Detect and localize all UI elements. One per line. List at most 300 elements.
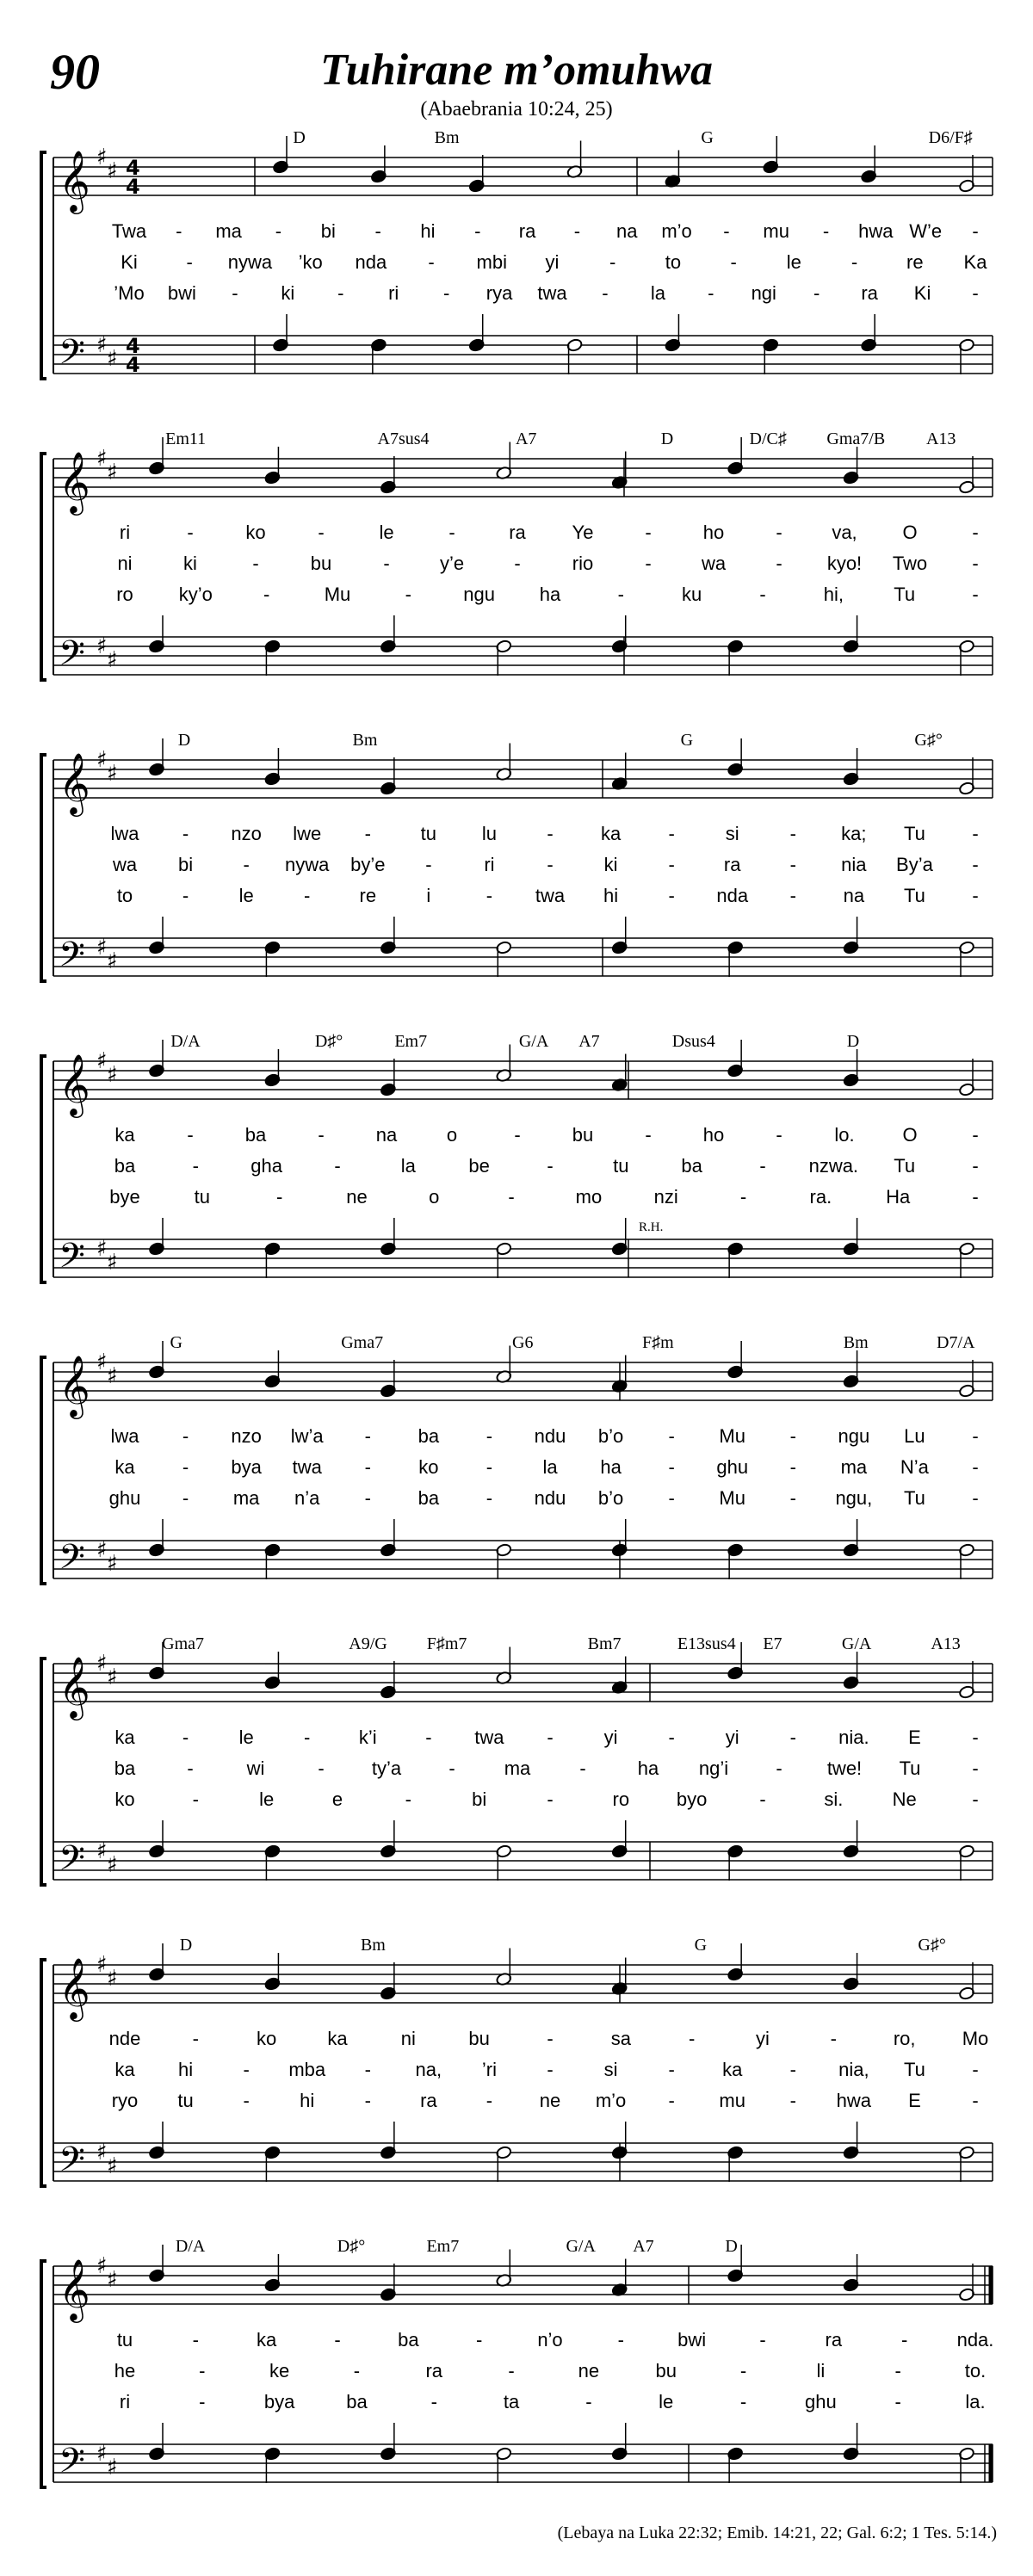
chord-symbol: A13 (925, 429, 956, 448)
sharp-key-signature: ♯ (107, 1363, 118, 1389)
lyric-syllable: le (259, 1788, 275, 1810)
lyric-syllable: Ye (572, 522, 594, 543)
lyric-syllable: Mu (324, 584, 351, 605)
lyric-syllable: by’e (350, 854, 386, 875)
lyric-syllable: na, (415, 2059, 442, 2080)
lyric-syllable: - (430, 2391, 437, 2412)
lyric-syllable: hwa (836, 2090, 872, 2111)
lyric-syllable: ro, (893, 2028, 916, 2049)
lyric-syllable: - (304, 1727, 311, 1748)
sharp-key-signature: ♯ (96, 332, 108, 358)
system-bracket (41, 1960, 46, 2186)
lyric-syllable: - (972, 1155, 979, 1177)
lyric-syllable: - (901, 2329, 908, 2351)
chord-symbol: D (177, 731, 191, 750)
lyric-syllable: - (186, 251, 193, 273)
lyric-syllable: ha (539, 584, 561, 605)
chord-symbol: D (179, 1936, 193, 1955)
lyric-syllable: bi (178, 854, 194, 875)
lyric-syllable: Mu (719, 1487, 745, 1509)
system (41, 731, 993, 983)
lyric-syllable: ba (398, 2329, 419, 2351)
lyric-syllable: - (972, 823, 979, 844)
lyric-syllable: yi (545, 251, 560, 273)
lyric-syllable: lu (481, 823, 497, 844)
lyric-syllable: - (972, 1425, 979, 1447)
lyric-syllable: Tu (899, 1757, 921, 1779)
sharp-key-signature: ♯ (96, 1651, 108, 1677)
lyric-syllable: la. (965, 2391, 986, 2412)
lyric-syllable: bya (263, 2391, 295, 2412)
lyric-syllable: ba (114, 1155, 136, 1177)
lyric-syllable: - (972, 1487, 979, 1509)
lyric-syllable: Tu (903, 1487, 925, 1509)
lyric-syllable: lwa (110, 823, 139, 844)
lyric-syllable: ghu (805, 2391, 837, 2412)
chord-symbol: G (170, 1333, 182, 1352)
lyric-syllable: ko (257, 2028, 277, 2049)
lyric-syllable: n’a (294, 1487, 320, 1509)
lyric-syllable: - (972, 885, 979, 906)
lyric-syllable: - (972, 282, 979, 304)
lyric-syllable: wa (112, 854, 138, 875)
lyric-syllable: - (972, 584, 979, 605)
lyric-syllable: tu (420, 823, 437, 844)
lyric-syllable: Two (892, 553, 928, 574)
system-bracket (41, 454, 46, 680)
lyric-syllable: ke (269, 2360, 290, 2381)
lyric-syllable: - (789, 1487, 796, 1509)
sharp-key-signature: ♯ (96, 633, 108, 659)
lyric-syllable: twa (535, 885, 566, 906)
lyric-syllable: Ka (963, 251, 987, 273)
lyric-syllable: - (192, 1155, 199, 1177)
time-signature: 4 (126, 156, 140, 180)
lyric-syllable: - (243, 854, 250, 875)
lyric-syllable: - (474, 220, 481, 242)
lyric-syllable: - (275, 220, 282, 242)
lyric-syllable: - (304, 885, 311, 906)
chord-symbol: D♯° (337, 2237, 366, 2256)
lyric-syllable: - (789, 1425, 796, 1447)
chord-symbol: A7 (515, 429, 537, 448)
chord-symbol: D/A (170, 1032, 201, 1051)
lyric-syllable: - (789, 1456, 796, 1478)
sharp-key-signature: ♯ (107, 1852, 118, 1878)
lyric-syllable: - (759, 1788, 766, 1810)
lyric-syllable: twa (292, 1456, 322, 1478)
sharp-key-signature: ♯ (107, 1966, 118, 1992)
lyric-syllable: - (776, 1124, 782, 1146)
lyric-syllable: ndu (534, 1487, 566, 1509)
lyric-syllable: nde (108, 2028, 141, 2049)
lyric-syllable: he (114, 2360, 136, 2381)
lyric-syllable: ka (327, 2028, 348, 2049)
sharp-key-signature: ♯ (107, 158, 118, 184)
lyric-syllable: b’o (597, 1425, 624, 1447)
lyric-syllable: ba (244, 1124, 267, 1146)
lyric-syllable: to (665, 251, 682, 273)
lyric-syllable: - (776, 553, 782, 574)
lyric-syllable: be (468, 1155, 490, 1177)
lyric-syllable: - (486, 1425, 493, 1447)
lyric-syllable: re (359, 885, 377, 906)
lyric-syllable: - (364, 1487, 371, 1509)
chord-symbol: D7/A (937, 1333, 975, 1352)
lyric-syllable: ku (682, 584, 702, 605)
lyric-syllable: - (405, 1788, 411, 1810)
lyric-syllable: si. (824, 1788, 844, 1810)
lyric-syllable: - (759, 584, 766, 605)
bass-clef: 𝄢 (59, 1838, 85, 1887)
lyric-syllable: - (547, 1155, 554, 1177)
chord-symbol: D (725, 2237, 738, 2256)
lyric-syllable: y’e (439, 553, 465, 574)
lyric-syllable: - (830, 2028, 837, 2049)
lyric-syllable: - (547, 823, 554, 844)
lyric-syllable: - (364, 1456, 371, 1478)
chord-symbol: Gma7 (162, 1634, 205, 1653)
sharp-key-signature: ♯ (96, 1838, 108, 1864)
treble-clef: 𝄞 (59, 149, 90, 212)
system (41, 1333, 993, 1585)
lyric-syllable: - (383, 553, 390, 574)
chord-symbol: D/A (175, 2237, 206, 2256)
lyric-syllable: le (379, 522, 394, 543)
lyric-syllable: le (238, 1727, 254, 1748)
system (41, 429, 993, 682)
lyric-syllable: na (375, 1124, 398, 1146)
lyric-syllable: E (908, 2090, 921, 2111)
system-bracket (41, 1357, 46, 1584)
chord-symbol: G6 (512, 1333, 534, 1352)
lyric-syllable: bwi (677, 2329, 707, 2351)
lyric-syllable: la (400, 1155, 416, 1177)
chord-symbol: Bm (352, 731, 378, 750)
lyric-syllable: - (547, 2059, 554, 2080)
lyric-syllable: - (187, 1757, 194, 1779)
treble-clef: 𝄞 (59, 2258, 90, 2320)
chord-symbol: D/C♯ (749, 429, 787, 448)
lyric-syllable: E (908, 1727, 921, 1748)
lyric-syllable: Ki (913, 282, 931, 304)
bass-clef: 𝄢 (59, 2140, 85, 2188)
lyric-syllable: ng’i (698, 1757, 729, 1779)
lyric-syllable: gha (251, 1155, 283, 1177)
chord-symbol: Gma7/B (826, 429, 886, 448)
song-title: Tuhirane m’omuhwa (319, 46, 714, 95)
sharp-key-signature: ♯ (107, 1551, 118, 1577)
lyric-syllable: ryo (111, 2090, 139, 2111)
lyric-syllable: - (972, 553, 979, 574)
lyric-syllable: - (182, 823, 189, 844)
sharp-key-signature: ♯ (96, 145, 108, 170)
lyric-syllable: - (668, 2059, 675, 2080)
lyric-syllable: - (585, 2391, 592, 2412)
lyric-syllable: twa (537, 282, 567, 304)
lyric-syllable: ba (681, 1155, 702, 1177)
lyric-syllable: nzi (653, 1186, 678, 1208)
lyric-syllable: Ki (121, 251, 138, 273)
lyric-syllable: - (448, 522, 455, 543)
sharp-key-signature: ♯ (107, 1665, 118, 1690)
lyric-syllable: e (331, 1788, 343, 1810)
lyric-syllable: - (252, 553, 259, 574)
lyric-syllable: - (508, 1186, 515, 1208)
lyric-syllable: - (337, 282, 344, 304)
lyric-syllable: ra (425, 2360, 443, 2381)
lyric-syllable: bi (320, 220, 336, 242)
lyric-syllable: bya (231, 1456, 262, 1478)
lyric-syllable: tu (116, 2329, 133, 2351)
lyric-syllable: lwe (293, 823, 322, 844)
lyric-syllable: - (374, 220, 381, 242)
lyric-syllable: - (723, 220, 730, 242)
lyric-syllable: O (902, 522, 918, 543)
system (41, 1936, 993, 2188)
lyric-syllable: By’a (896, 854, 933, 875)
lyric-syllable: - (609, 251, 616, 273)
lyric-syllable: - (182, 1487, 189, 1509)
system-bracket (41, 1056, 46, 1282)
lyric-syllable: bu (572, 1124, 594, 1146)
lyric-syllable: bu (310, 553, 332, 574)
lyric-syllable: ka (600, 823, 622, 844)
sharp-key-signature: ♯ (96, 2441, 108, 2467)
lyric-syllable: ba (418, 1425, 440, 1447)
lyric-syllable: b’o (597, 1487, 624, 1509)
lyric-syllable: - (448, 1757, 455, 1779)
lyric-syllable: - (730, 251, 737, 273)
lyric-syllable: la (542, 1456, 558, 1478)
lyric-syllable: hi (603, 885, 619, 906)
lyric-syllable: - (972, 2090, 979, 2111)
sharp-key-signature: ♯ (107, 2455, 118, 2480)
lyric-syllable: - (972, 1124, 979, 1146)
lyric-syllable: - (187, 522, 194, 543)
lyric-syllable: tu (194, 1186, 210, 1208)
lyric-syllable: - (972, 1757, 979, 1779)
lyric-syllable: - (275, 1186, 283, 1208)
lyric-syllable: ro (612, 1788, 630, 1810)
lyric-syllable: ra. (809, 1186, 832, 1208)
lyric-syllable: - (199, 2360, 206, 2381)
chord-symbol: D♯° (314, 1032, 343, 1051)
lyric-syllable: - (514, 553, 521, 574)
lyric-syllable: - (894, 2391, 901, 2412)
lyric-syllable: - (851, 251, 858, 273)
lyric-syllable: wa (701, 553, 727, 574)
sharp-key-signature: ♯ (96, 1537, 108, 1563)
system (41, 1032, 993, 1284)
lyric-syllable: - (972, 1456, 979, 1478)
lyric-syllable: ka (722, 2059, 743, 2080)
lyric-syllable: - (364, 823, 371, 844)
lyric-syllable: - (739, 2391, 747, 2412)
sharp-key-signature: ♯ (96, 1048, 108, 1074)
chord-symbol: D (293, 128, 306, 147)
chord-symbol: D6/F♯ (928, 128, 973, 147)
lyric-syllable: - (547, 1727, 554, 1748)
time-signature: 4 (126, 353, 140, 377)
system-bracket (41, 2261, 46, 2487)
lyric-syllable: - (617, 584, 624, 605)
chord-symbol: G/A (841, 1634, 872, 1653)
lyric-syllable: ki (281, 282, 295, 304)
system-bracket (41, 755, 46, 981)
chord-symbol: G♯° (914, 731, 943, 750)
lyric-syllable: ka (114, 2059, 135, 2080)
lyric-syllable: ra (723, 854, 741, 875)
chord-symbol: D (846, 1032, 860, 1051)
lyric-syllable: ma (232, 1487, 260, 1509)
lyric-syllable: ha (600, 1456, 622, 1478)
lyric-syllable: Twa (111, 220, 147, 242)
lyric-syllable: k’i (358, 1727, 377, 1748)
lyric-syllable: - (199, 2391, 206, 2412)
lyric-syllable: - (318, 1124, 325, 1146)
lyric-syllable: - (776, 522, 782, 543)
chord-symbol: F♯m7 (426, 1634, 467, 1653)
chord-symbol: Bm (843, 1333, 869, 1352)
lyric-syllable: ri (388, 282, 399, 304)
lyric-syllable: ma (215, 220, 242, 242)
lyric-syllable: Mo (962, 2028, 989, 2049)
lyric-syllable: Ne (892, 1788, 917, 1810)
lyric-syllable: - (334, 2329, 341, 2351)
chord-symbol: E13sus4 (677, 1634, 736, 1653)
lyric-syllable: ne (578, 2360, 600, 2381)
sharp-key-signature: ♯ (107, 647, 118, 673)
lyric-syllable: - (972, 1727, 979, 1748)
lyric-syllable: i (426, 885, 431, 906)
chord-symbol: Em7 (426, 2237, 460, 2256)
lyric-syllable: ra (509, 522, 526, 543)
lyric-syllable: hi (300, 2090, 315, 2111)
lyric-syllable: - (192, 1788, 199, 1810)
lyric-syllable: wi (246, 1757, 265, 1779)
lyric-syllable: - (668, 1456, 675, 1478)
lyric-syllable: - (334, 1155, 341, 1177)
system (41, 1634, 993, 1887)
chord-symbol: G (680, 731, 694, 750)
lyric-syllable: - (232, 282, 238, 304)
lyric-syllable: mu (763, 220, 789, 242)
lyric-syllable: hwa (858, 220, 894, 242)
lyric-syllable: nia, (838, 2059, 869, 2080)
lyric-syllable: nywa (285, 854, 330, 875)
lyric-syllable: ba (114, 1757, 136, 1779)
lyric-syllable: - (318, 522, 325, 543)
lyric-syllable: ka (257, 2329, 277, 2351)
chord-symbol: Em7 (394, 1032, 428, 1051)
lyric-syllable: ngu (463, 584, 496, 605)
lyric-syllable: ma (840, 1456, 868, 1478)
lyric-syllable: ka (114, 1727, 135, 1748)
lyric-syllable: - (187, 1124, 194, 1146)
lyric-syllable: - (182, 1727, 189, 1748)
lyric-syllable: na (843, 885, 865, 906)
lyric-syllable: ho (702, 1124, 725, 1146)
lyric-syllable: - (547, 2028, 554, 2049)
lyric-syllable: ka (114, 1124, 135, 1146)
chord-symbol: G/A (518, 1032, 549, 1051)
lyric-syllable: - (617, 2329, 624, 2351)
sharp-key-signature: ♯ (96, 1350, 108, 1375)
lyric-syllable: - (645, 522, 652, 543)
lyric-syllable: - (192, 2028, 199, 2049)
lyric-syllable: ko (418, 1456, 439, 1478)
chord-symbol: A7sus4 (377, 429, 430, 448)
lyric-syllable: ghu (108, 1487, 141, 1509)
chord-symbol: Bm (360, 1936, 386, 1955)
lyric-syllable: - (405, 584, 411, 605)
lyric-syllable: - (739, 1186, 747, 1208)
lyric-syllable: ma (504, 1757, 531, 1779)
bass-clef: 𝄢 (59, 1537, 85, 1585)
lyric-syllable: - (689, 2028, 696, 2049)
lyric-syllable: - (486, 1487, 493, 1509)
lyric-syllable: - (364, 2059, 371, 2080)
lyric-syllable: lo. (834, 1124, 855, 1146)
lyric-syllable: - (668, 854, 675, 875)
lyric-syllable: nia. (838, 1727, 869, 1748)
chord-symbol: Gma7 (341, 1333, 384, 1352)
treble-clef: 𝄞 (59, 1956, 90, 2019)
lyric-syllable: - (243, 2090, 250, 2111)
lyric-syllable: ri (119, 522, 131, 543)
lyric-syllable: si (725, 823, 739, 844)
lyric-syllable: - (708, 282, 714, 304)
lyric-syllable: yi (725, 1727, 739, 1748)
system (41, 2237, 993, 2489)
chord-symbol: G (694, 1936, 708, 1955)
lyric-syllable: - (579, 1757, 586, 1779)
lyric-syllable: N’a (900, 1456, 929, 1478)
lyric-syllable: - (486, 885, 493, 906)
footer-references: (Lebaya na Luka 22:32; Emib. 14:21, 22; Gal. 6:2; 1 Tes. 5:14.) (557, 2523, 997, 2542)
lyric-syllable: Tu (903, 823, 925, 844)
lyric-syllable: hi, (823, 584, 844, 605)
lyric-syllable: ky’o (178, 584, 213, 605)
lyric-syllable: ki (183, 553, 197, 574)
lyric-syllable: mba (288, 2059, 326, 2080)
lyric-syllable: ra (861, 282, 878, 304)
lyric-syllable: mbi (476, 251, 508, 273)
lyric-syllable: lw’a (290, 1425, 324, 1447)
lyric-syllable: Tu (894, 1155, 916, 1177)
lyric-syllable: - (822, 220, 830, 242)
lyric-syllable: ta (503, 2391, 520, 2412)
lyric-syllable: ka; (841, 823, 867, 844)
lyric-syllable: ha (637, 1757, 659, 1779)
lyric-syllable: li (816, 2360, 826, 2381)
sharp-key-signature: ♯ (96, 2253, 108, 2279)
chord-symbol: E7 (763, 1634, 782, 1653)
lyric-syllable: - (318, 1757, 325, 1779)
lyric-syllable: tu (613, 1155, 629, 1177)
sharp-key-signature: ♯ (107, 761, 118, 787)
chord-symbol: Dsus4 (671, 1032, 715, 1051)
lyric-syllable: ho (702, 522, 725, 543)
lyric-syllable: - (668, 2090, 675, 2111)
lyric-syllable: le (659, 2391, 674, 2412)
lyric-syllable: - (972, 1186, 979, 1208)
lyric-syllable: ne (346, 1186, 368, 1208)
lyric-syllable: kyo! (826, 553, 863, 574)
lyric-syllable: - (182, 1456, 189, 1478)
lyric-syllable: ba (346, 2391, 368, 2412)
